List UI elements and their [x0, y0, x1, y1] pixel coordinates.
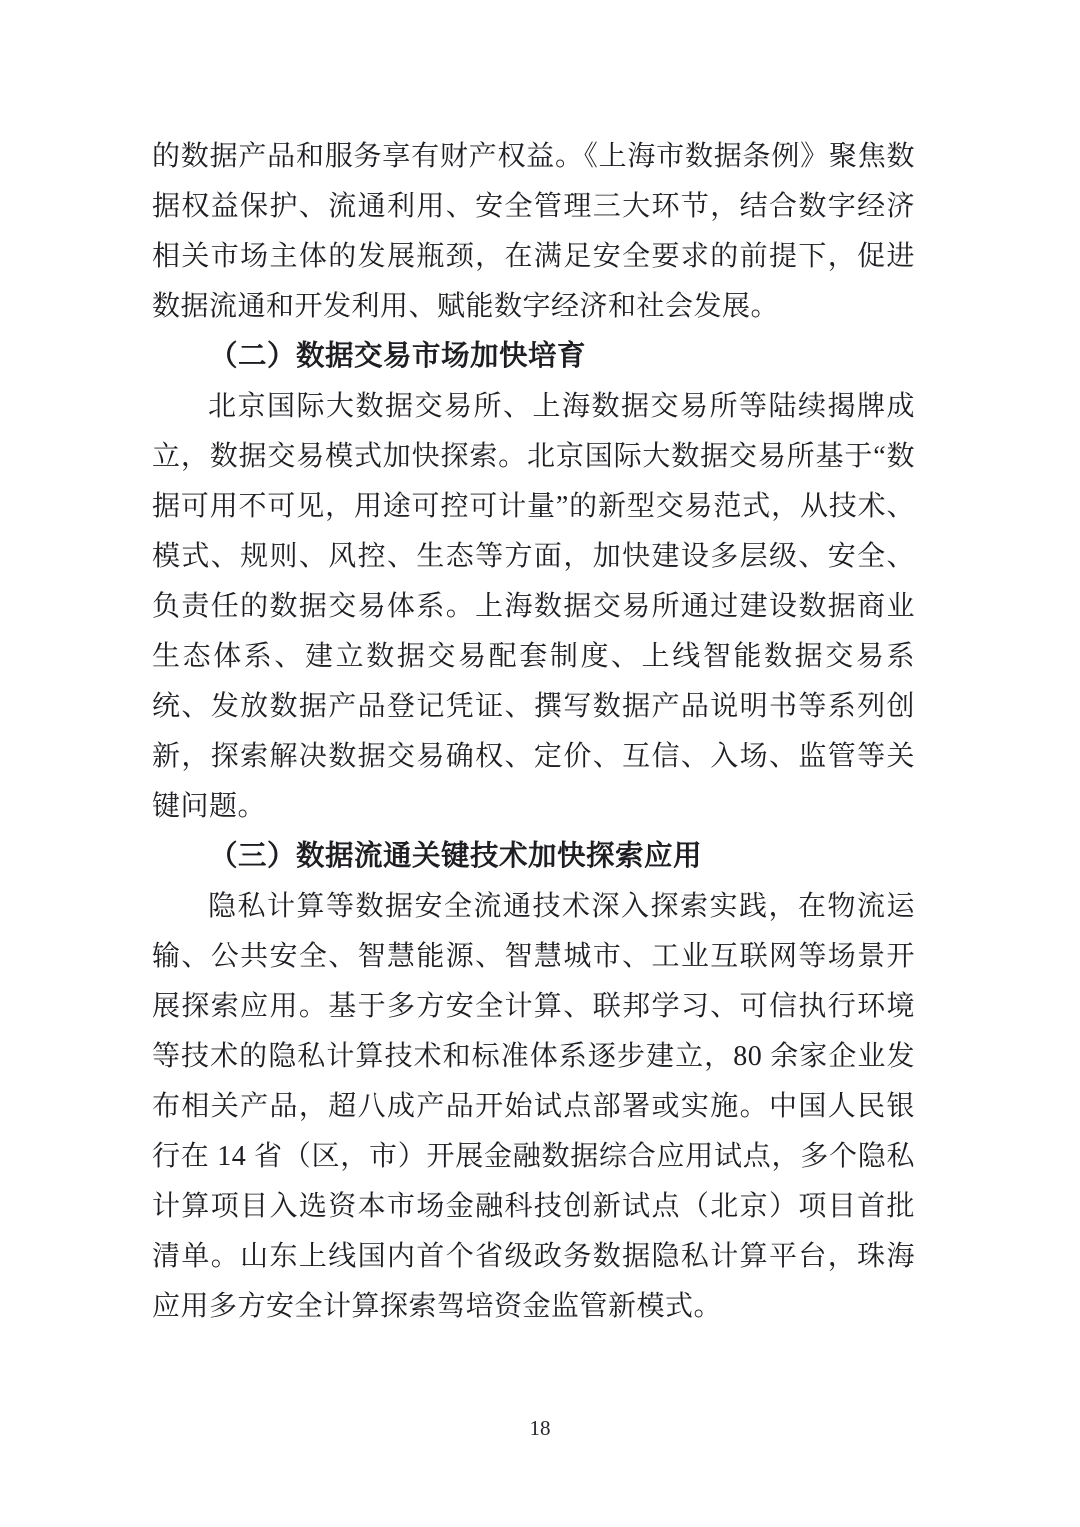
paragraph-data-trading: 北京国际大数据交易所、上海数据交易所等陆续揭牌成立，数据交易模式加快探索。北京国际大数据交易所基于“数据可用不可见，用途可控可计量”的新型交易范式，从技术、模式、规则、风控、生态等方面，加快建设多层级、安全、负责任的数据交易体系。上海数据交易所通过建设数据商业生态体系、建立数据交易配套制度、上线智能数据交易系统、发放数据产品登记凭证、撰写数据产品说明书等系列创新，探索解决数据交易确权、定价、互信、入场、监管等关键问题。: [152, 391, 915, 822]
paragraph-privacy-computing: 隐私计算等数据安全流通技术深入探索实践，在物流运输、公共安全、智慧能源、智慧城市、工业互联网等场景开展探索应用。基于多方安全计算、联邦学习、可信执行环境等技术的隐私计算技术和标准体系逐步建立，80 余家企业发布相关产品，超八成产品开始试点部署或实施。中国人民银行在 14 省（区，市）开展金融数据综合应用试点，多个隐私计算项目入选资本市场金融科技创新试点（北京）项目首批清单。山东上线国内首个省级政务数据隐私计算平台，珠海应用多方安全计算探索驾培资金监管新模式。: [152, 891, 915, 1322]
paragraph-continuation: 的数据产品和服务享有财产权益。《上海市数据条例》聚焦数据权益保护、流通利用、安全管理三大环节，结合数字经济相关市场主体的发展瓶颈，在满足安全要求的前提下，促进数据流通和开发利用、赋能数字经济和社会发展。: [152, 141, 915, 322]
section-heading-2: （二）数据交易市场加快培育: [209, 341, 587, 372]
document-body: [152, 132, 915, 1332]
section-heading-3: （三）数据流通关键技术加快探索应用: [209, 841, 703, 872]
page-number: 18: [529, 1416, 551, 1440]
